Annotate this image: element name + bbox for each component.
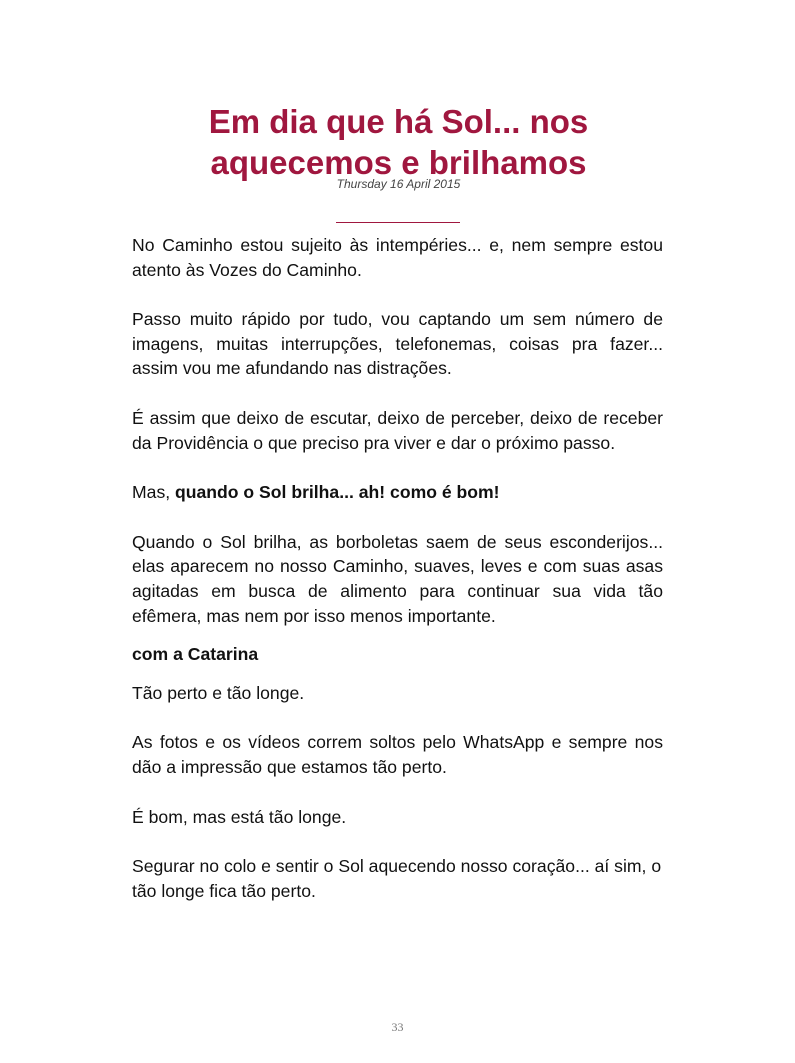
article-title-line-2: aquecemos e brilhamos: [210, 144, 587, 181]
paragraph-bom-longe: É bom, mas está tão longe.: [132, 806, 347, 827]
paragraph-whatsapp: As fotos e os vídeos correm soltos pelo WhatsApp e sempre nos dão a impressão que estamos tão perto.: [132, 732, 663, 777]
paragraph-sol-brilha: [132, 480, 663, 505]
article-body: [132, 233, 663, 928]
page-number: 33: [391, 1020, 404, 1034]
paragraph-colo: Segurar no colo e sentir o Sol aquecendo nosso coração... aí sim, o tão longe fica tão perto.: [132, 856, 662, 901]
paragraph-providencia: É assim que deixo de escutar, deixo de perceber, deixo de receber da Providência o que preciso pra viver e dar o próximo passo.: [132, 407, 663, 453]
paragraph-caminho: No Caminho estou sujeito às intempéries... e, nem sempre estou atento às Vozes do Caminho.: [132, 235, 663, 280]
article-date: Thursday 16 April 2015: [336, 177, 461, 191]
article-title: [100, 101, 697, 183]
highlight-bold-text: quando o Sol brilha... ah! como é bom!: [175, 482, 500, 503]
article-title-line-1: Em dia que há Sol... nos: [208, 103, 589, 140]
highlight-prefix: Mas,: [132, 482, 176, 503]
subheading-catarina: com a Catarina: [132, 644, 259, 665]
paragraph-distracoes: Passo muito rápido por tudo, vou captando um sem número de imagens, muitas interrupções, telefonemas, coisas pra fazer... assim vou me afundando nas distrações.: [132, 309, 663, 379]
paragraph-borboletas: Quando o Sol brilha, as borboletas saem de seus esconderijos... elas aparecem no nosso Caminho, suaves, leves e com suas asas agitadas em busca de alimento para continuar sua vida tão efêmera, mas nem por isso menos importante.: [132, 531, 663, 626]
paragraph-perto-longe: Tão perto e tão longe.: [132, 682, 305, 703]
title-divider: [336, 222, 460, 223]
